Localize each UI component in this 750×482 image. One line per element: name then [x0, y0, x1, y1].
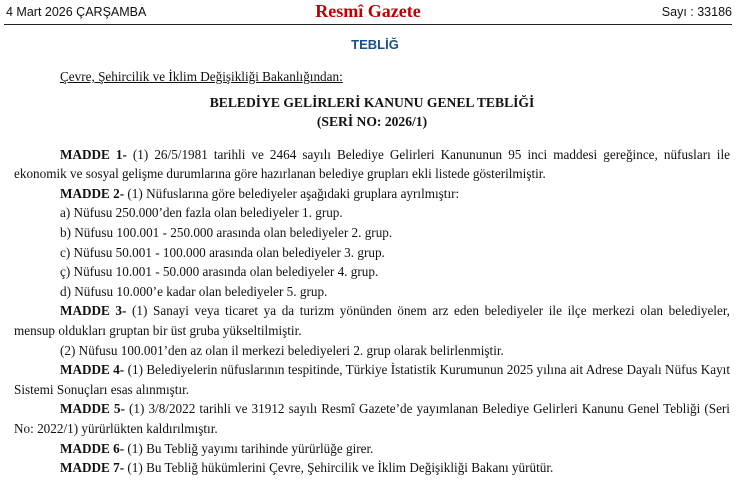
issuing-ministry: Çevre, Şehircilik ve İklim Değişikliği Bakanlığından:: [60, 69, 343, 84]
article-text: (1) Nüfuslarına göre belediyeler aşağıdaki gruplara ayrılmıştır:: [124, 185, 460, 201]
list-item: c) Nüfusu 50.001 - 100.000 arasında olan belediyeler 3. grup.: [60, 244, 385, 260]
list-item: d) Nüfusu 10.000’e kadar olan belediyeler 5. grup.: [60, 283, 328, 299]
article-label: MADDE 6-: [60, 440, 125, 456]
list-item: ç) Nüfusu 10.001 - 50.000 arasında olan belediyeler 4. grup.: [60, 264, 379, 280]
article-label: MADDE 1-: [60, 146, 127, 162]
article-text: (1) Belediyelerin nüfuslarının tespitinde, Türkiye İstatistik Kurumunun 2025 yılına ait Adrese Dayalı Nüfus Kayıt Sistemi Sonuçları esas alınmıştır.: [14, 362, 730, 397]
article-5: [14, 399, 730, 438]
list-item: b) Nüfusu 100.001 - 250.000 arasında olan belediyeler 2. grup.: [60, 224, 393, 240]
article-text: (1) Sanayi veya ticaret ya da turizm yönünden önem arz eden belediyeler ile ilçe merkezi olan belediyeler, mensup oldukları gruptan bir üst gruba yükseltilmiştir.: [14, 303, 730, 338]
document-series: (SERİ NO: 2026/1): [316, 113, 428, 129]
article-6: [14, 439, 730, 459]
document-title: BELEDİYE GELİRLERİ KANUNU GENEL TEBLİĞİ: [209, 94, 535, 110]
article-text: (1) Bu Tebliğ yayımı tarihinde yürürlüğe girer.: [124, 440, 374, 456]
publication-date: 4 Mart 2026 ÇARŞAMBA: [6, 5, 147, 19]
article-3-paragraph-2: (2) Nüfusu 100.001’den az olan il merkezi belediyeleri 2. grup olarak belirlenmiştir.: [60, 342, 504, 358]
gazette-title: Resmî Gazete: [315, 1, 421, 21]
header-divider: [4, 24, 732, 25]
article-text: (1) 26/5/1981 tarihli ve 2464 sayılı Belediye Gelirleri Kanununun 95 inci maddesi gereğince, nüfusları ile ekonomik ve sosyal gelişme durumlarına göre hazırlanan belediye grupları ekli listede gösterilmiştir.: [14, 146, 730, 182]
section-heading: TEBLİĞ: [351, 37, 399, 52]
article-label: MADDE 3-: [60, 303, 127, 319]
article-label: MADDE 4-: [60, 362, 125, 378]
document-body: [14, 67, 730, 478]
article-3: [14, 301, 730, 340]
article-7: [14, 458, 730, 478]
list-item: a) Nüfusu 250.000’den fazla olan belediyeler 1. grup.: [60, 205, 343, 221]
article-text: (1) Bu Tebliğ hükümlerini Çevre, Şehircilik ve İklim Değişikliği Bakanı yürütür.: [124, 460, 554, 476]
article-2: [14, 184, 730, 204]
article-text: (1) 3/8/2022 tarihli ve 31912 sayılı Resmî Gazete’de yayımlanan Belediye Gelirleri Kanunu Genel Tebliği (Seri No: 2022/1) yürürlükten kaldırılmıştır.: [14, 401, 730, 436]
article-4: [14, 360, 730, 399]
article-1: [14, 145, 730, 184]
article-label: MADDE 2-: [60, 185, 125, 201]
article-label: MADDE 7-: [60, 460, 125, 476]
article-label: MADDE 5-: [60, 401, 125, 417]
gazette-header: [4, 0, 732, 26]
issue-number: Sayı : 33186: [661, 5, 732, 19]
